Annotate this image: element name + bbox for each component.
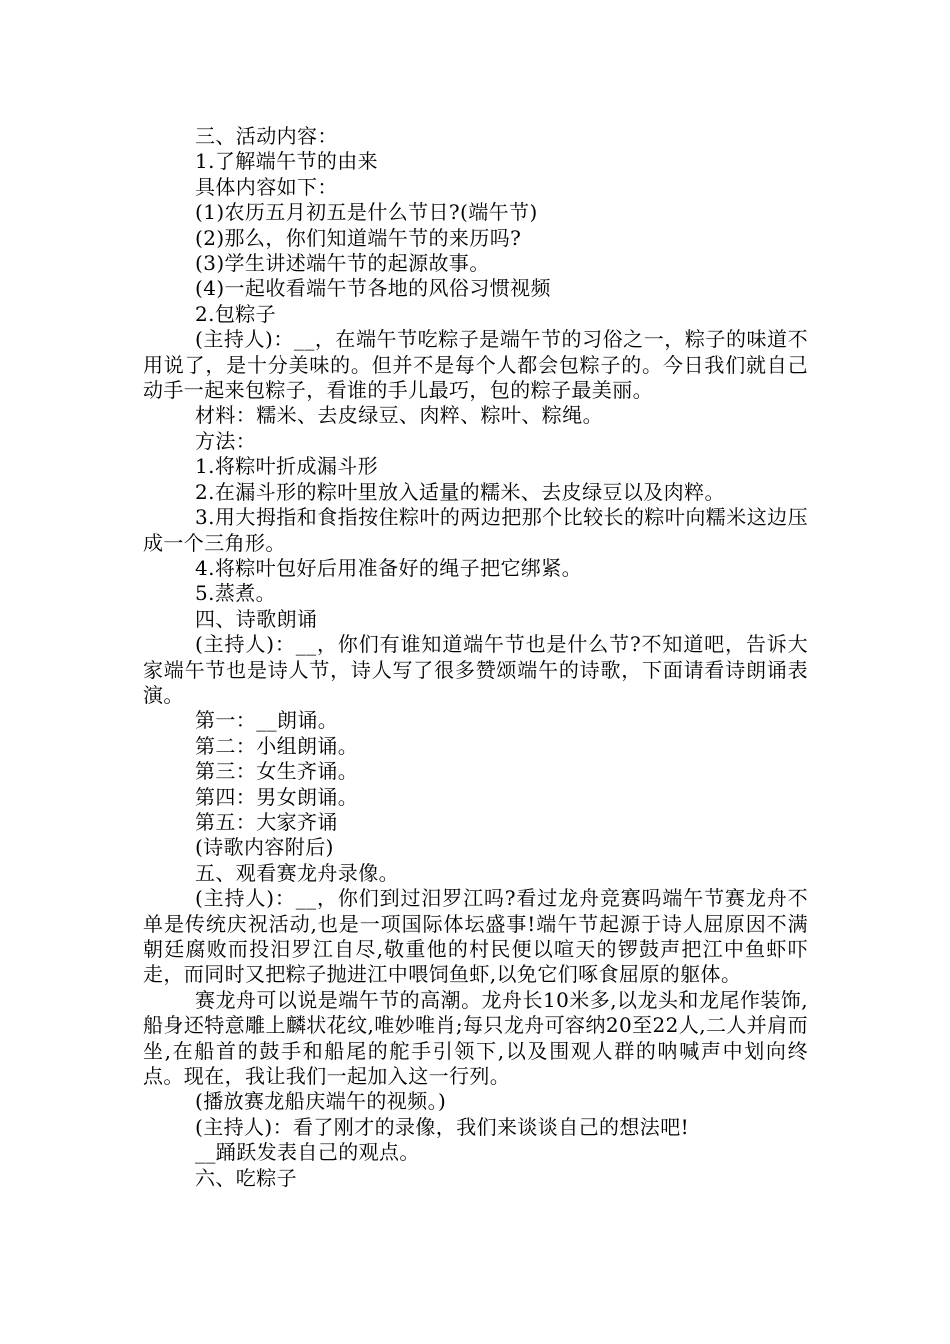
paragraph-host-discussion: (主持人)：看了刚才的录像，我们来谈谈自己的想法吧! (195, 1114, 690, 1139)
document-body (143, 124, 808, 1191)
method-step-5: 5.蒸煮。 (195, 581, 277, 606)
list-item-q3: (3)学生讲述端午节的起源故事。 (195, 251, 490, 276)
list-item-q2: (2)那么，你们知道端午节的来历吗? (195, 225, 522, 250)
method-step-1: 1.将粽叶折成漏斗形 (195, 454, 379, 479)
recital-item-5: 第五：大家齐诵 (195, 809, 338, 834)
subheading-origin: 1.了解端午节的由来 (195, 149, 379, 174)
paragraph-dragon-boat-race: 赛龙舟可以说是端午节的高潮。龙舟长10米多,以龙头和龙尾作装饰,船身还特意雕上麟状花纹,唯妙唯肖;每只龙舟可容纳20至22人,二人并肩而坐,在船首的鼓手和船尾的舵手引领下,以及围观人群的呐喊声中划向终点。现在，我让我们一起加入这一行列。 (143, 987, 808, 1089)
paragraph-host-zongzi: (主持人)：__，在端午节吃粽子是端午节的习俗之一，粽子的味道不用说了，是十分美味的。但并不是每个人都会包粽子的。今日我们就自己动手一起来包粽子，看谁的手儿最巧，包的粽子最美丽。 (143, 327, 808, 403)
paragraph-method-label: 方法： (195, 428, 257, 453)
paragraph-materials: 材料：糯米、去皮绿豆、肉粹、粽叶、粽绳。 (195, 403, 603, 428)
recital-item-4: 第四：男女朗诵。 (195, 784, 359, 809)
paragraph-play-video: (播放赛龙船庆端午的视频。) (195, 1089, 447, 1114)
paragraph-host-dragon-boat: (主持人)：__，你们到过汨罗江吗?看过龙舟竞赛吗端午节赛龙舟不单是传统庆祝活动,也是一项国际体坛盛事!端午节起源于诗人屈原因不满朝廷腐败而投汨罗江自尽,敬重他的村民便以喧天的锣鼓声把江中鱼虾吓走，而同时又把粽子抛进江中喂饲鱼虾,以免它们啄食屈原的躯体。 (143, 886, 808, 987)
method-step-3: 3.用大拇指和食指按住粽叶的两边把那个比较长的粽叶向糯米这边压成一个三角形。 (143, 505, 808, 555)
method-step-4: 4.将粽叶包好后用准备好的绳子把它绑紧。 (195, 555, 583, 580)
paragraph-details-intro: 具体内容如下： (195, 174, 338, 199)
list-item-q4: (4)一起收看端午节各地的风俗习惯视频 (195, 276, 551, 301)
paragraph-poem-note: (诗歌内容附后) (195, 835, 334, 860)
paragraph-express-views: __踊跃发表自己的观点。 (195, 1140, 420, 1165)
recital-item-2: 第二：小组朗诵。 (195, 733, 359, 758)
section-heading-eat-zongzi: 六、吃粽子 (195, 1165, 297, 1190)
section-heading-activity-content: 三、活动内容： (195, 124, 338, 148)
subheading-zongzi: 2.包粽子 (195, 301, 277, 326)
method-step-2: 2.在漏斗形的粽叶里放入适量的糯米、去皮绿豆以及肉粹。 (195, 479, 725, 504)
recital-item-3: 第三：女生齐诵。 (195, 759, 359, 784)
paragraph-host-poetry: (主持人)：__，你们有谁知道端午节也是什么节?不知道吧，告诉大家端午节也是诗人节，诗人写了很多赞颂端午的诗歌，下面请看诗朗诵表演。 (143, 632, 808, 707)
list-item-q1: (1)农历五月初五是什么节日?(端午节) (195, 200, 538, 225)
recital-item-1: 第一：__朗诵。 (195, 708, 339, 733)
section-heading-dragon-boat: 五、观看赛龙舟录像。 (195, 860, 399, 885)
section-heading-poetry: 四、诗歌朗诵 (195, 606, 318, 631)
